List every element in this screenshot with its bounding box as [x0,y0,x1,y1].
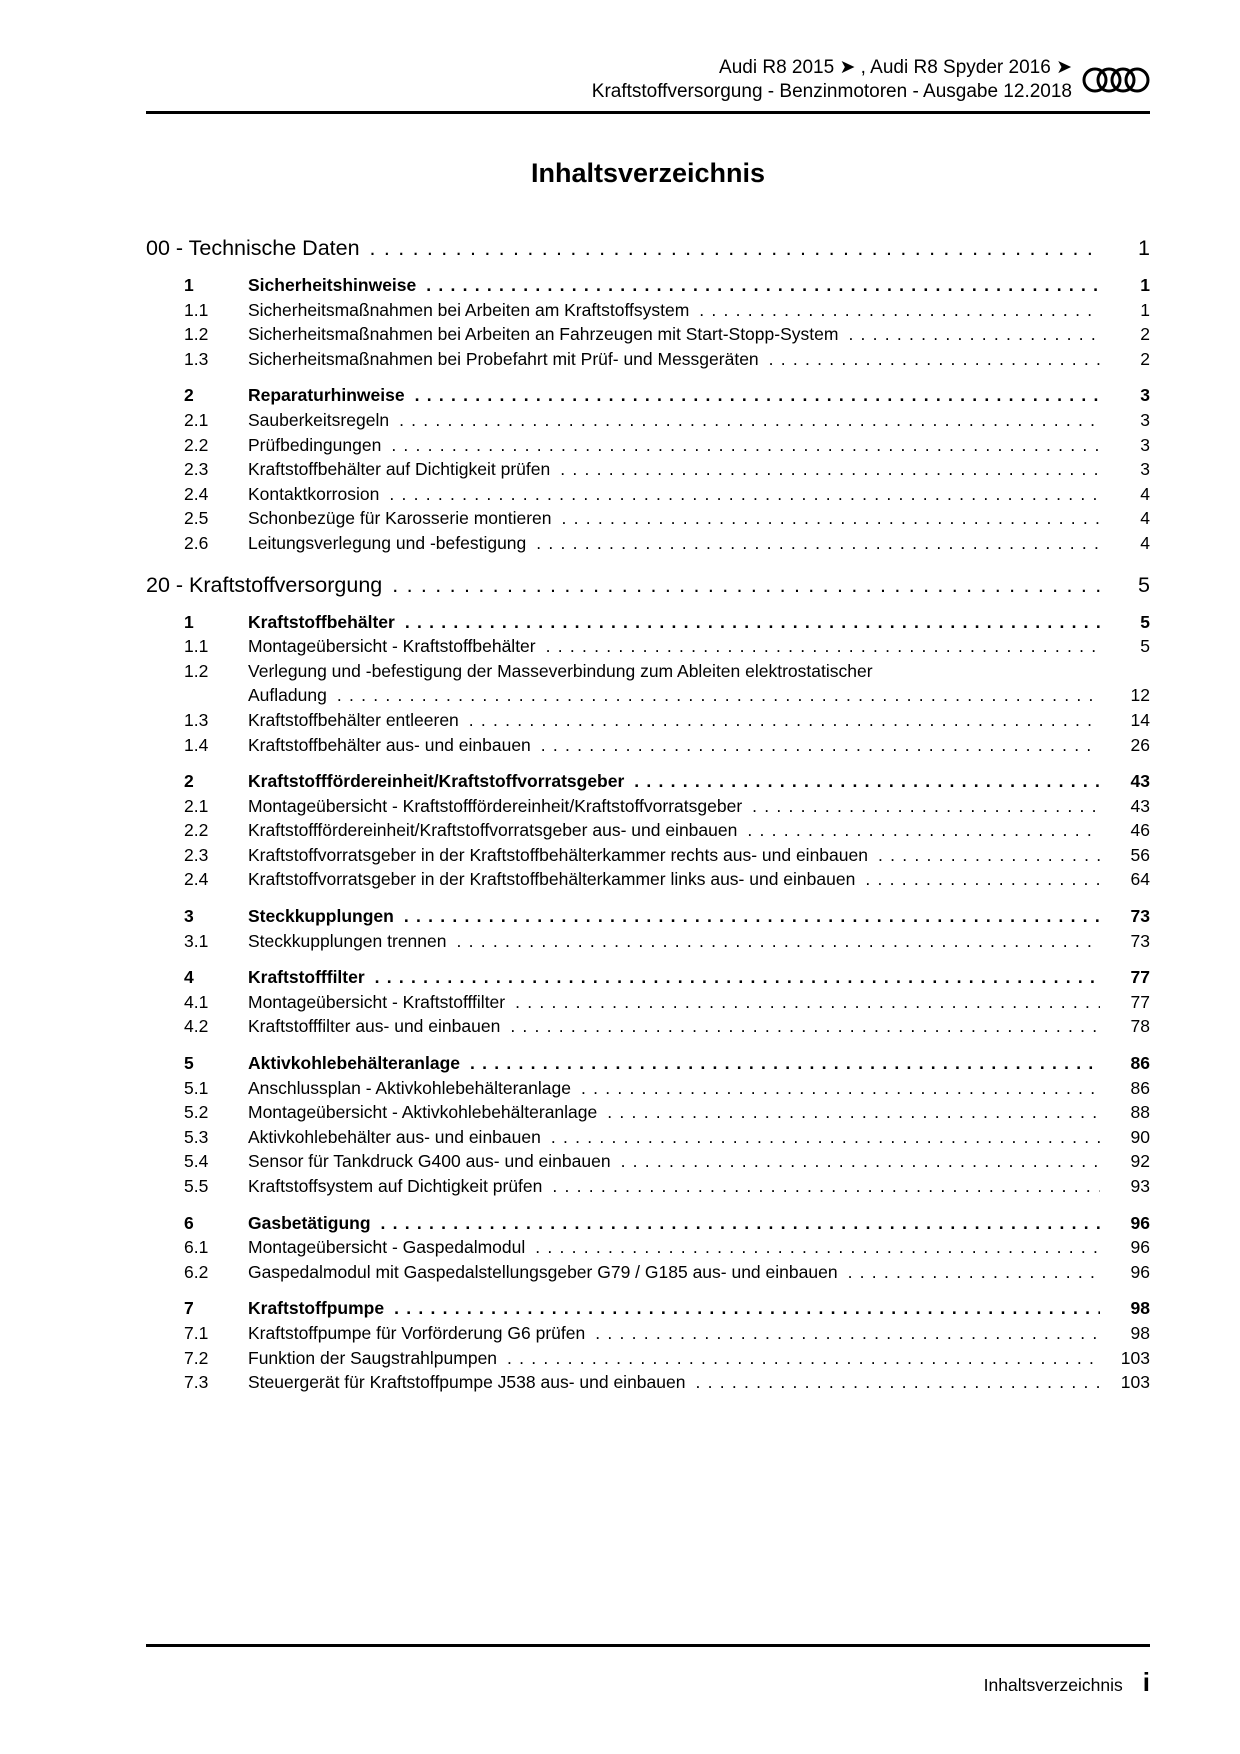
toc-entry-title: Sicherheitsmaßnahmen bei Arbeiten an Fahrzeugen mit Start-Stopp-System [248,324,839,345]
toc-entry-row[interactable] [146,769,1150,794]
toc-section-heading[interactable] [146,572,1150,598]
dot-leader [456,929,1100,954]
header-vehicle-line: Audi R8 2015 ➤ , Audi R8 Spyder 2016 ➤ [719,57,1072,78]
toc-entry-row[interactable] [146,1296,1150,1321]
dot-leader [551,1125,1100,1150]
dot-leader [552,1174,1100,1199]
dot-leader [752,794,1100,819]
toc-entry-title: Kraftstoffvorratsgeber in der Kraftstoffbehälterkammer links aus- und einbauen [248,869,856,890]
toc-entry-title: Leitungsverlegung und -befestigung [248,532,527,553]
toc-entry-number: 5 [184,1053,194,1074]
toc-entry-row[interactable] [146,733,1150,758]
toc-entry-title: Kraftstoffsystem auf Dichtigkeit prüfen [248,1176,543,1196]
toc-entry-number: 5.4 [184,1151,209,1172]
toc-entry-number: 2.1 [184,409,209,430]
toc-page-number: 5 [1140,636,1150,657]
toc-entry-row[interactable] [146,408,1150,433]
toc-entry-title: Aktivkohlebehälteranlage [248,1053,461,1074]
toc-entry-row[interactable] [146,1100,1150,1125]
header-text-block [592,56,1072,104]
toc-entry-row[interactable] [146,1014,1150,1039]
toc-page-number: 96 [1130,1212,1150,1233]
toc-page-number: 3 [1140,385,1150,406]
dot-leader [535,1235,1100,1260]
dot-leader [878,843,1100,868]
dot-leader [699,298,1100,323]
dot-leader [470,1051,1100,1076]
toc-page-number: 78 [1130,1016,1150,1037]
dot-leader [541,733,1100,758]
toc-page-number: 12 [1130,685,1150,706]
toc-entry-row[interactable] [146,298,1150,323]
toc-entry-row[interactable] [146,1051,1150,1076]
toc-entry-row[interactable] [146,322,1150,347]
dot-leader [405,610,1100,635]
toc-entry-title: Kraftstofffilter [248,967,365,988]
dot-leader [375,965,1100,990]
toc-entry-title: Kraftstoffbehälter auf Dichtigkeit prüfen [248,459,551,480]
dot-leader [865,867,1100,892]
toc-entry-title: Funktion der Saugstrahlpumpen [248,1347,498,1368]
toc-entry-title: Sensor für Tankdruck G400 aus- und einbauen [248,1151,611,1172]
dot-leader [581,1076,1100,1101]
toc-page-number: 88 [1130,1102,1150,1123]
toc-entry-title: Montageübersicht - Aktivkohlebehälteranlage [248,1102,598,1123]
dot-leader [381,1211,1100,1236]
toc-entry-title: Kraftstoffbehälter aus- und einbauen [248,734,531,755]
dot-leader [426,273,1100,298]
dot-leader [848,1260,1100,1285]
toc-entry-title: Reparaturhinweise [248,385,405,406]
toc-entry-title: Sicherheitsmaßnahmen bei Probefahrt mit Prüf- und Messgeräten [248,348,759,369]
toc-entry-number: 2 [184,771,194,792]
toc-entry-row[interactable] [146,1174,1150,1199]
toc-entry-title: Kraftstoffvorratsgeber in der Kraftstoffbehälterkammer rechts aus- und einbauen [248,844,868,865]
toc-entry-title: Montageübersicht - Gaspedalmodul [248,1237,526,1258]
toc-entry-number: 7.2 [184,1347,209,1368]
toc-entry-row[interactable] [146,1346,1150,1371]
toc-page-number: 73 [1130,906,1150,927]
toc-entry-row[interactable] [146,347,1150,372]
toc-entry-title: Montageübersicht - Kraftstofffördereinheit/Kraftstoffvorratsgeber [248,795,743,816]
footer-page-number: i [1142,1667,1150,1697]
dot-leader [389,482,1100,507]
toc-page-number: 43 [1130,795,1150,816]
dot-leader [510,1014,1100,1039]
toc-entry-row[interactable] [146,1321,1150,1346]
toc-page-number: 96 [1130,1237,1150,1258]
toc-entry-number: 4.1 [184,991,209,1012]
page-footer [146,1644,1150,1696]
dot-leader [595,1321,1100,1346]
toc-page-number: 64 [1130,869,1150,890]
toc-entry-title: Schonbezüge für Karosserie montieren [248,508,552,529]
toc-entry-number: 1.2 [184,324,209,345]
toc-page-number: 103 [1120,1372,1150,1393]
toc-entry-number: 3.1 [184,930,209,951]
toc-entry-row[interactable] [146,457,1150,482]
toc-entry-row[interactable] [146,1076,1150,1101]
footer-divider [146,1644,1150,1647]
toc-entry-number: 7.3 [184,1372,209,1393]
toc-page-number: 46 [1130,820,1150,841]
toc-entry-number: 2.5 [184,508,209,529]
toc-entry-number: 2.3 [184,844,209,865]
toc-entry-row-continued[interactable] [146,683,1150,708]
header-divider [146,111,1150,114]
toc-entry-number: 7.1 [184,1322,209,1343]
dot-leader [399,408,1100,433]
toc-entry-title: Kraftstoffbehälter [248,611,395,632]
toc-entry-title: Kraftstoffbehälter entleeren [248,709,459,730]
page-title: Inhaltsverzeichnis [530,158,766,188]
toc-entry-title: Kraftstofffilter aus- und einbauen [248,1016,501,1037]
toc-page-number: 98 [1130,1298,1150,1319]
toc-page-number: 3 [1140,434,1150,455]
toc-entry-row[interactable] [146,610,1150,635]
toc-page-number: 4 [1140,508,1150,529]
dot-leader [560,457,1100,482]
toc-entry-number: 2 [184,385,194,406]
dot-leader [337,683,1100,708]
dot-leader [634,769,1100,794]
toc-section-heading[interactable] [146,235,1150,261]
toc-page-number: 1 [1140,275,1150,295]
toc-entry-number: 1.1 [184,636,209,657]
dot-leader [469,708,1100,733]
toc-entry-row[interactable] [146,383,1150,408]
toc-page-number: 4 [1140,532,1150,553]
toc-page-number: 5 [1138,572,1150,597]
toc-entry-row[interactable] [146,506,1150,531]
toc-entry-title: Sauberkeitsregeln [248,409,390,430]
dot-leader [848,322,1100,347]
toc-entry-number: 3 [184,906,194,927]
toc-entry-title: Sicherheitshinweise [248,275,417,295]
dot-leader [607,1100,1100,1125]
toc-entry-number: 5.5 [184,1176,209,1196]
toc-entry-number: 1.1 [184,299,209,320]
toc-page-number: 3 [1140,409,1150,430]
toc-page-number: 90 [1130,1126,1150,1147]
toc-entry-title: Kraftstofffördereinheit/Kraftstoffvorratsgeber aus- und einbauen [248,820,738,841]
dot-leader [404,904,1100,929]
footer-label: Inhaltsverzeichnis [983,1675,1123,1695]
header-edition-line: Kraftstoffversorgung - Benzinmotoren - Ausgabe 12.2018 [591,81,1072,102]
toc-entry-row[interactable] [146,818,1150,843]
toc-entry-title: Prüfbedingungen [248,434,382,455]
toc-entry-title: Steckkupplungen [248,906,394,927]
audi-rings-icon [1082,67,1150,93]
toc-entry-number: 1.3 [184,348,209,369]
toc-page-number: 1 [1140,299,1150,320]
toc-entry-row[interactable] [146,531,1150,556]
dot-leader [391,433,1100,458]
toc-page-number: 77 [1130,967,1150,988]
toc-entry-row[interactable] [146,1125,1150,1150]
dot-leader [392,572,1100,598]
toc-entry-title: Gasbetätigung [248,1212,371,1233]
toc-entry-title: Sicherheitsmaßnahmen bei Arbeiten am Kraftstoffsystem [248,299,690,320]
toc-entry-title: Kraftstofffördereinheit/Kraftstoffvorratsgeber [248,771,625,792]
toc-page-number: 5 [1140,611,1150,632]
toc-entry-number: 6.2 [184,1261,209,1282]
toc-entry-number: 1.3 [184,709,209,730]
toc-entry-row[interactable] [146,867,1150,892]
toc-entry-number: 4.2 [184,1016,209,1037]
toc-entry-row[interactable] [146,1149,1150,1174]
toc-entry-number: 1 [184,275,194,295]
toc-page-number: 2 [1140,324,1150,345]
toc-entry-row[interactable] [146,1211,1150,1236]
dot-leader [507,1346,1100,1371]
toc-page-number: 26 [1130,734,1150,755]
toc-entry-row[interactable] [146,1370,1150,1395]
toc-page-number: 43 [1130,771,1150,792]
toc-entry-row[interactable] [146,990,1150,1015]
toc-page-number: 3 [1140,459,1150,480]
toc-entry-row[interactable] [146,659,1150,684]
toc-entry-title: Aufladung [248,685,327,706]
table-of-contents [146,235,1150,1395]
toc-entry-title: Montageübersicht - Kraftstoffbehälter [248,636,536,657]
toc-entry-row[interactable] [146,634,1150,659]
toc-entry-number: 1.2 [184,660,209,681]
toc-entry-number: 6.1 [184,1237,209,1258]
toc-entry-row[interactable] [146,433,1150,458]
toc-entry-row[interactable] [146,708,1150,733]
dot-leader [621,1149,1100,1174]
toc-page-number: 1 [1138,236,1150,260]
toc-entry-number: 4 [184,967,194,988]
dot-leader [536,531,1100,556]
page-header [146,0,1150,104]
toc-entry-title: Kraftstoffpumpe für Vorförderung G6 prüfen [248,1322,586,1343]
toc-entry-title: Steckkupplungen trennen [248,930,447,951]
dot-leader [562,506,1100,531]
toc-entry-number: 5.2 [184,1102,209,1123]
dot-leader [769,347,1100,372]
toc-entry-title: Steuergerät für Kraftstoffpumpe J538 aus- und einbauen [248,1372,686,1393]
toc-page-number: 93 [1130,1176,1150,1196]
toc-entry-number: 6 [184,1212,194,1233]
toc-entry-title: Kontaktkorrosion [248,483,380,504]
toc-entry-title: Aktivkohlebehälter aus- und einbauen [248,1126,541,1147]
dot-leader [747,818,1100,843]
dot-leader [546,634,1100,659]
toc-entry-row[interactable] [146,794,1150,819]
toc-page-number: 98 [1130,1322,1150,1343]
toc-section-title: 00 - Technische Daten [146,236,360,260]
toc-entry-row[interactable] [146,1235,1150,1260]
toc-entry-number: 5.3 [184,1126,209,1147]
toc-entry-title: Montageübersicht - Kraftstofffilter [248,991,506,1012]
toc-entry-number: 7 [184,1298,194,1319]
toc-page-number: 103 [1120,1347,1150,1368]
toc-page-number: 73 [1130,930,1150,951]
toc-page-number: 2 [1140,348,1150,369]
toc-page-number: 14 [1130,709,1150,730]
toc-entry-row[interactable] [146,843,1150,868]
toc-entry-number: 2.4 [184,869,209,890]
toc-entry-row[interactable] [146,965,1150,990]
toc-entry-number: 2.1 [184,795,209,816]
toc-entry-row[interactable] [146,904,1150,929]
toc-entry-row[interactable] [146,482,1150,507]
toc-section-title: 20 - Kraftstoffversorgung [146,572,383,597]
toc-page-number: 96 [1130,1261,1150,1282]
toc-page-number: 4 [1140,483,1150,504]
toc-page-number: 92 [1130,1151,1150,1172]
toc-page-number: 86 [1130,1053,1150,1074]
toc-entry-number: 1.4 [184,734,209,755]
toc-page-number: 77 [1130,991,1150,1012]
dot-leader [515,990,1100,1015]
toc-entry-row[interactable] [146,929,1150,954]
toc-entry-title: Kraftstoffpumpe [248,1298,385,1319]
dot-leader [394,1296,1100,1321]
toc-entry-title: Anschlussplan - Aktivkohlebehälteranlage [248,1077,571,1098]
dot-leader [415,383,1100,408]
toc-entry-number: 1 [184,611,194,632]
toc-page-number: 86 [1130,1077,1150,1098]
toc-entry-number: 2.3 [184,459,209,480]
toc-entry-number: 2.4 [184,483,209,504]
toc-entry-number: 2.2 [184,820,209,841]
dot-leader [370,235,1100,261]
toc-entry-number: 5.1 [184,1077,209,1098]
toc-entry-title: Verlegung und -befestigung der Masseverbindung zum Ableiten elektrostatischer [248,660,873,681]
toc-page-number: 56 [1130,844,1150,865]
toc-entry-number: 2.2 [184,434,209,455]
toc-entry-number: 2.6 [184,532,209,553]
dot-leader [695,1370,1100,1395]
toc-entry-row[interactable] [146,1260,1150,1285]
toc-entry-row[interactable] [146,273,1150,298]
toc-entry-title: Gaspedalmodul mit Gaspedalstellungsgeber G79 / G185 aus- und einbauen [248,1261,838,1282]
